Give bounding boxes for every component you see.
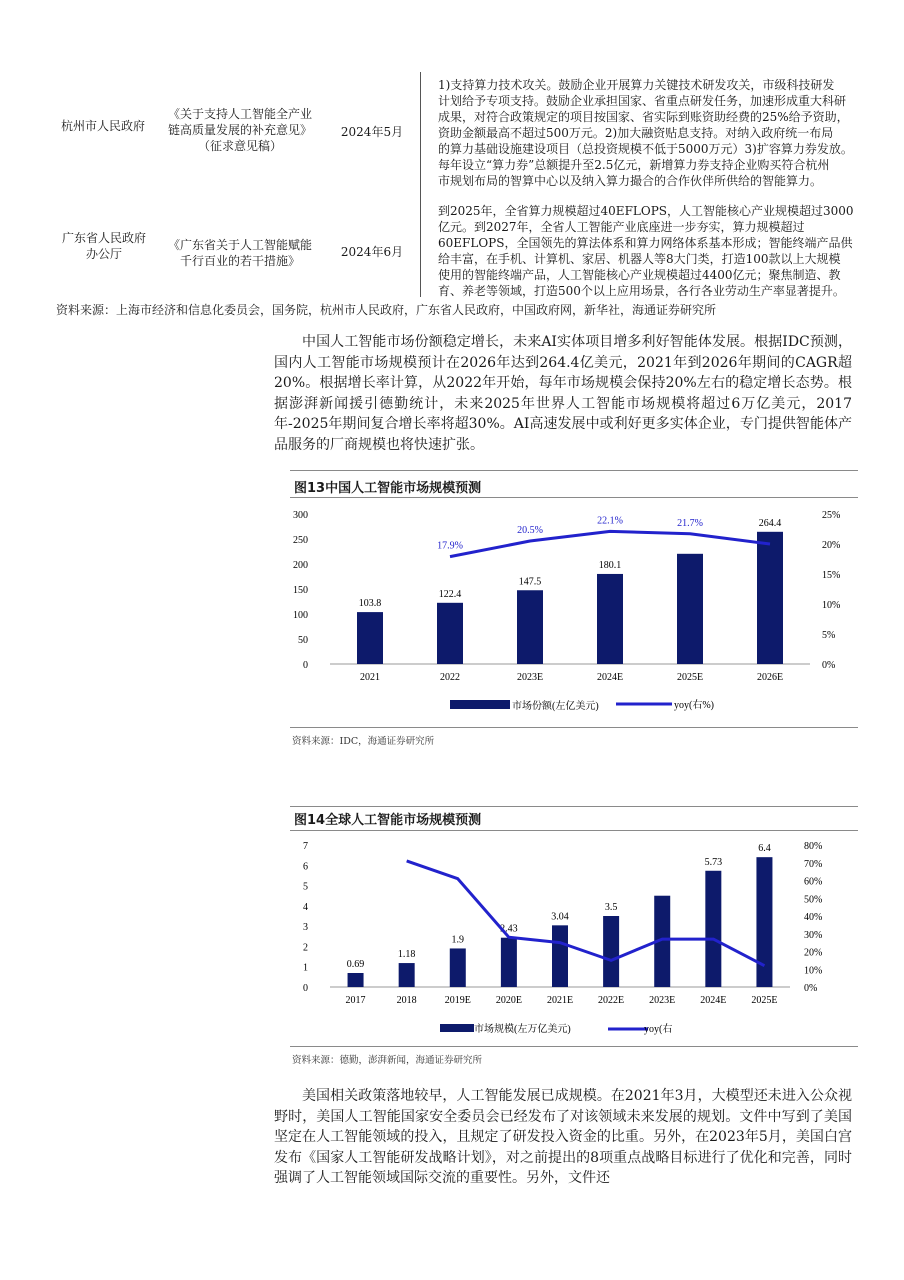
bar [756, 857, 772, 987]
y-tick-label: 7 [303, 841, 308, 852]
content-line: 给丰富，在手机、计算机、家居、机器人等8大门类，打造100款以上大规模 [438, 252, 841, 266]
y-right-tick-label: 10% [804, 965, 823, 977]
content-line: 资助金额最高不超过500万元。2)加大融资贴息支持。对纳入政府统一布局 [438, 126, 834, 140]
x-axis-labels [346, 995, 778, 1006]
x-tick-label: 2023E [649, 995, 676, 1006]
x-tick-label: 2026E [756, 672, 784, 683]
bar-value-label: 2.43 [500, 923, 518, 935]
figure-top-rule [290, 470, 858, 471]
bar-value-label: 3.04 [551, 911, 569, 923]
legend-line-label: yoy(右%) [674, 700, 714, 711]
bar [757, 532, 783, 664]
line-value-label: 20.5% [517, 525, 543, 536]
bar-value-label: 1.18 [397, 949, 416, 961]
figure-14-source: 资料来源：德勤，澎湃新闻，海通证券研究所 [292, 1055, 483, 1066]
figure-13-chart [290, 500, 858, 726]
bar-value-label: 103.8 [358, 598, 382, 610]
y-tick-label: 0 [303, 660, 308, 671]
line-value-label: 22.1% [597, 515, 623, 527]
table-row-2-document [160, 237, 320, 269]
doc-line: 《广东省关于人工智能赋能 [167, 238, 312, 252]
figure-14-chart [290, 834, 858, 1044]
paragraph-text: 美国相关政策落地较早，人工智能发展已成规模。在2021年3月，大模型还未进入公众视野时，美国人工智能国家安全委员会已经发布了对该领域未来发展的规划。文件中写到了美国坚定在人工智能领域的投入，且规定了研发投入资金的比重。另外，在2023年5月，美国白宫发布《国家人工智能研发战略计划》，对之前提出的8项重点战略目标进行了优化和完善，同时强调了人工智能领域国际交流的重要性。另外，文件还 [274, 1088, 852, 1186]
table-row-1-issuer: 杭州市人民政府 [60, 119, 145, 133]
y-right-tick-label: 50% [804, 894, 823, 906]
legend-bar-label: 市场份额(左亿美元) [512, 701, 599, 712]
figure-13-source: 资料来源：IDC，海通证券研究所 [292, 736, 435, 747]
legend [450, 699, 714, 712]
table-source: 资料来源：上海市经济和信息化委员会，国务院，杭州市人民政府，广东省人民政府，中国政府网，新华社，海通证券研究所 [56, 303, 717, 317]
bar [705, 871, 721, 987]
line-value-label: 21.7% [677, 517, 703, 529]
bar-value-label: 6.4 [758, 843, 771, 855]
legend [440, 1022, 672, 1035]
bar [597, 574, 623, 664]
y-tick-label: 300 [293, 510, 308, 521]
doc-line: （征求意见稿） [197, 139, 282, 153]
bar [552, 925, 568, 987]
bar-value-label: 180.1 [598, 559, 622, 571]
y-right-tick-label: 30% [804, 929, 823, 941]
y-right-tick-label: 10% [822, 600, 841, 611]
y-right-tick-label: 40% [804, 912, 823, 923]
x-tick-label: 2022E [598, 995, 625, 1006]
content-line: 育、养老等领域，打造500个以上应用场景，各行各业劳动生产率显著提升。 [438, 284, 845, 298]
figure-bottom-rule [290, 1046, 858, 1047]
x-tick-label: 2021 [360, 672, 380, 683]
figure-13-title: 图13中国人工智能市场规模预测 [294, 481, 482, 496]
x-tick-label: 2018 [396, 995, 417, 1006]
y-axis-left [303, 841, 308, 994]
table-row-1-date: 2024年5月 [340, 125, 404, 139]
table-row-1-content [438, 77, 864, 189]
y-axis-right [804, 841, 822, 994]
y-right-tick-label: 80% [804, 841, 823, 852]
x-tick-label: 2023E [516, 672, 544, 683]
content-line: 计划给予专项支持。鼓励企业承担国家、省重点研发任务，加速形成重大科研 [438, 94, 847, 108]
y-tick-label: 2 [303, 942, 308, 954]
y-tick-label: 5 [303, 881, 308, 893]
y-right-tick-label: 60% [804, 876, 823, 888]
bar-value-label: 147.5 [518, 576, 542, 588]
bar [348, 973, 364, 987]
bar-value-label: 0.69 [346, 959, 365, 971]
bar-value-label: 5.73 [704, 856, 723, 868]
table-row-2-date: 2024年6月 [340, 245, 404, 259]
bar [437, 603, 463, 664]
y-tick-label: 0 [303, 983, 308, 994]
content-line: 到2025年，全省算力规模超过40EFLOPS，人工智能核心产业规模超过3000 [438, 204, 854, 218]
doc-line: 千行百业的若干措施》 [179, 254, 300, 268]
y-tick-label: 4 [303, 901, 308, 913]
bar [357, 612, 383, 664]
line-series [437, 515, 770, 556]
content-line: 市规划布局的智算中心以及纳入算力撮合的合作伙伴所供给的智能算力。 [438, 174, 823, 188]
content-line: 成果，对符合政策规定的项目按国家、省实际到账资助经费的25%给予资助， [438, 110, 849, 124]
x-tick-label: 2025E [676, 672, 704, 683]
line-value-label: 17.9% [437, 540, 463, 552]
content-line: 的算力基础设施建设项目（总投资规模不低于5000万元）3)扩容算力券发放。 [438, 142, 853, 156]
bar [501, 938, 517, 987]
x-tick-label: 2022 [440, 672, 460, 683]
x-axis-labels [360, 672, 783, 683]
x-tick-label: 2024E [700, 995, 727, 1006]
y-tick-label: 150 [293, 585, 308, 596]
bar-series [357, 518, 783, 664]
bar-value-label: 1.9 [451, 934, 465, 946]
bar-value-label: 122.4 [438, 588, 462, 600]
x-tick-label: 2021E [546, 995, 574, 1006]
y-tick-label: 200 [293, 560, 308, 571]
legend-bar-label: 市场规模(左万亿美元) [474, 1024, 571, 1035]
y-right-tick-label: 0% [822, 660, 836, 671]
table-row-2-issuer: 广东省人民政府办公厅 [62, 231, 147, 261]
bar [450, 948, 466, 987]
y-tick-label: 50 [298, 635, 308, 646]
figure-title-rule [290, 830, 858, 831]
legend-line-label: yoy(右 [644, 1024, 673, 1035]
y-right-tick-label: 20% [822, 540, 841, 551]
x-tick-label: 2025E [751, 995, 778, 1006]
figure-14-title: 图14全球人工智能市场规模预测 [294, 813, 482, 828]
bar [677, 554, 703, 664]
line-path [450, 531, 770, 556]
x-tick-label: 2019E [444, 995, 471, 1006]
y-right-tick-label: 25% [822, 510, 841, 521]
y-right-tick-label: 0% [804, 983, 818, 994]
x-tick-label: 2017 [345, 995, 366, 1006]
table-row-2-content [438, 203, 864, 299]
doc-line: 链高质量发展的补充意见》 [167, 123, 312, 137]
y-right-tick-label: 70% [804, 858, 823, 870]
y-tick-label: 3 [303, 922, 308, 934]
figure-bottom-rule [290, 727, 858, 728]
x-tick-label: 2024E [596, 672, 624, 683]
figure-title-rule [290, 497, 858, 498]
table-column-divider [420, 72, 421, 297]
legend-bar-swatch [440, 1024, 474, 1032]
y-tick-label: 1 [303, 962, 308, 974]
figure-top-rule [290, 806, 858, 807]
content-line: 每年设立“算力券”总额提升至2.5亿元，新增算力券支持企业购买符合杭州 [438, 158, 830, 172]
y-axis-right [822, 510, 840, 671]
y-axis-left [293, 510, 308, 671]
bar [399, 963, 415, 987]
paragraph-text: 中国人工智能市场份额稳定增长，未来AI实体项目增多利好智能体发展。根据IDC预测，国内人工智能市场规模预计在2026年达到264.4亿美元，2021年到2026年期间的CAGR超20%。根据增长率计算，从2022年开始，每年市场规模会保持20%左右的稳定增长态势。根据澎湃新闻援引德勤统计，未来2025年世界人工智能市场规模将超过6万亿美元，2017年-2025年期间复合增长率将超30%。AI高速发展中或利好更多实体企业，专门提供智能体产品服务的厂商规模也将快速扩张。 [274, 334, 852, 453]
body-paragraph-2 [274, 1086, 852, 1189]
bar [603, 916, 619, 987]
content-line: 1)支持算力技术攻关。鼓励企业开展算力关键技术研发攻关，市级科技研发 [438, 78, 835, 92]
y-tick-label: 100 [293, 610, 308, 621]
content-line: 使用的智能终端产品，人工智能核心产业规模超过4400亿元；聚焦制造、教 [438, 268, 841, 282]
doc-line: 《关于支持人工智能全产业 [167, 107, 312, 121]
table-row-1-document [160, 106, 320, 154]
content-line: 亿元。到2027年，全省人工智能产业底座进一步夯实，算力规模超过 [438, 220, 805, 234]
y-tick-label: 6 [303, 861, 308, 873]
x-tick-label: 2020E [495, 995, 522, 1006]
y-right-tick-label: 5% [822, 630, 836, 641]
y-right-tick-label: 20% [804, 947, 823, 959]
bar-value-label: 3.5 [604, 902, 618, 913]
content-line: 60EFLOPS，全国领先的算法体系和算力网络体系基本形成；智能终端产品供 [438, 236, 853, 250]
bar-series [347, 843, 773, 987]
bar [517, 590, 543, 664]
y-right-tick-label: 15% [822, 570, 841, 581]
y-tick-label: 250 [293, 535, 308, 546]
legend-bar-swatch [450, 700, 510, 709]
bar-value-label: 264.4 [758, 517, 782, 529]
body-paragraph-1 [274, 332, 852, 455]
